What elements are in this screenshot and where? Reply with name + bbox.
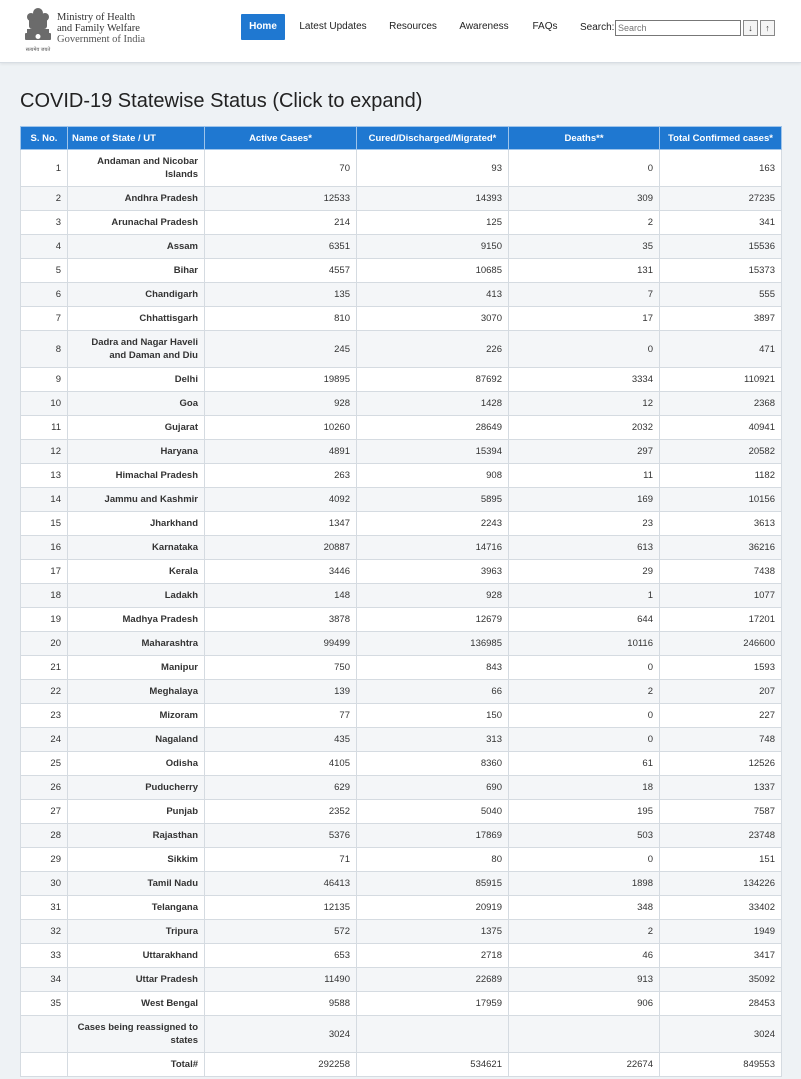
row-state-name: Arunachal Pradesh: [68, 211, 205, 235]
table-row[interactable]: [21, 824, 782, 848]
row-total-confirmed: 471: [660, 331, 782, 368]
row-active-cases: 148: [205, 584, 357, 608]
table-row[interactable]: [21, 944, 782, 968]
row-deaths: 913: [509, 968, 660, 992]
row-sno: 11: [21, 416, 68, 440]
row-total-confirmed: 23748: [660, 824, 782, 848]
row-sno: 19: [21, 608, 68, 632]
table-row[interactable]: [21, 896, 782, 920]
row-active-cases: 9588: [205, 992, 357, 1016]
row-total-confirmed: 3613: [660, 512, 782, 536]
row-deaths: 309: [509, 187, 660, 211]
row-total-confirmed: 40941: [660, 416, 782, 440]
emblem-caption: सत्यमेव जयते: [25, 47, 51, 53]
table-row[interactable]: [21, 680, 782, 704]
row-active-cases: 214: [205, 211, 357, 235]
row-sno: 10: [21, 392, 68, 416]
table-row[interactable]: [21, 464, 782, 488]
table-row[interactable]: [21, 512, 782, 536]
row-state-name: Punjab: [68, 800, 205, 824]
row-state-name: Total#: [68, 1053, 205, 1077]
row-deaths: 297: [509, 440, 660, 464]
row-deaths: 1: [509, 584, 660, 608]
table-row[interactable]: [21, 536, 782, 560]
row-deaths: 46: [509, 944, 660, 968]
row-sno: 7: [21, 307, 68, 331]
row-total-confirmed: 33402: [660, 896, 782, 920]
row-cured: 534621: [357, 1053, 509, 1077]
row-deaths: 906: [509, 992, 660, 1016]
row-state-name: Cases being reassigned to states: [68, 1016, 205, 1053]
row-active-cases: 292258: [205, 1053, 357, 1077]
row-sno: 17: [21, 560, 68, 584]
row-state-name: Himachal Pradesh: [68, 464, 205, 488]
row-state-name: Goa: [68, 392, 205, 416]
row-deaths: 0: [509, 704, 660, 728]
row-active-cases: 71: [205, 848, 357, 872]
row-active-cases: 46413: [205, 872, 357, 896]
row-deaths: 2: [509, 920, 660, 944]
row-cured: 22689: [357, 968, 509, 992]
row-sno: 21: [21, 656, 68, 680]
row-state-name: Gujarat: [68, 416, 205, 440]
row-total-confirmed: 1949: [660, 920, 782, 944]
search-input[interactable]: [615, 20, 741, 36]
row-sno: 14: [21, 488, 68, 512]
row-state-name: Uttar Pradesh: [68, 968, 205, 992]
row-cured: 1375: [357, 920, 509, 944]
row-state-name: Haryana: [68, 440, 205, 464]
row-active-cases: 5376: [205, 824, 357, 848]
row-cured: 12679: [357, 608, 509, 632]
row-cured: 226: [357, 331, 509, 368]
row-state-name: Dadra and Nagar Haveli and Daman and Diu: [68, 331, 205, 368]
row-state-name: Kerala: [68, 560, 205, 584]
row-deaths: 10116: [509, 632, 660, 656]
row-state-name: Andhra Pradesh: [68, 187, 205, 211]
table-row[interactable]: [21, 992, 782, 1016]
row-active-cases: 139: [205, 680, 357, 704]
row-sno: 28: [21, 824, 68, 848]
row-active-cases: 810: [205, 307, 357, 331]
table-row[interactable]: [21, 488, 782, 512]
row-sno: 31: [21, 896, 68, 920]
row-sno: 9: [21, 368, 68, 392]
row-sno: 2: [21, 187, 68, 211]
row-deaths: 0: [509, 848, 660, 872]
table-row[interactable]: [21, 752, 782, 776]
row-cured: 14716: [357, 536, 509, 560]
row-state-name: Sikkim: [68, 848, 205, 872]
row-state-name: Puducherry: [68, 776, 205, 800]
row-cured: 5040: [357, 800, 509, 824]
table-row[interactable]: [21, 584, 782, 608]
table-row[interactable]: [21, 968, 782, 992]
table-body: [21, 150, 782, 1077]
row-sno: 3: [21, 211, 68, 235]
row-sno: 22: [21, 680, 68, 704]
row-active-cases: 12135: [205, 896, 357, 920]
row-deaths: 3334: [509, 368, 660, 392]
row-cured: 2243: [357, 512, 509, 536]
row-cured: 5895: [357, 488, 509, 512]
row-deaths: 503: [509, 824, 660, 848]
row-active-cases: 629: [205, 776, 357, 800]
row-state-name: Meghalaya: [68, 680, 205, 704]
row-cured: 2718: [357, 944, 509, 968]
row-state-name: Andaman and Nicobar Islands: [68, 150, 205, 187]
row-state-name: Telangana: [68, 896, 205, 920]
row-cured: 1428: [357, 392, 509, 416]
row-total-confirmed: 748: [660, 728, 782, 752]
row-sno: 23: [21, 704, 68, 728]
row-total-confirmed: 17201: [660, 608, 782, 632]
row-sno: 18: [21, 584, 68, 608]
row-active-cases: 20887: [205, 536, 357, 560]
table-row[interactable]: [21, 331, 782, 368]
table-row[interactable]: [21, 1016, 782, 1053]
row-sno: 5: [21, 259, 68, 283]
row-sno: 32: [21, 920, 68, 944]
row-total-confirmed: 2368: [660, 392, 782, 416]
row-state-name: Tamil Nadu: [68, 872, 205, 896]
row-sno: 27: [21, 800, 68, 824]
table-row[interactable]: [21, 800, 782, 824]
row-state-name: Madhya Pradesh: [68, 608, 205, 632]
row-cured: 8360: [357, 752, 509, 776]
row-state-name: Jammu and Kashmir: [68, 488, 205, 512]
row-sno: [21, 1016, 68, 1053]
nav-resources[interactable]: Resources: [389, 21, 437, 32]
row-total-confirmed: 134226: [660, 872, 782, 896]
row-total-confirmed: 110921: [660, 368, 782, 392]
row-deaths: 0: [509, 656, 660, 680]
row-deaths: 61: [509, 752, 660, 776]
table-row[interactable]: [21, 560, 782, 584]
row-deaths: 0: [509, 150, 660, 187]
row-state-name: Ladakh: [68, 584, 205, 608]
row-cured: 14393: [357, 187, 509, 211]
row-deaths: 644: [509, 608, 660, 632]
row-total-confirmed: 341: [660, 211, 782, 235]
row-total-confirmed: 1593: [660, 656, 782, 680]
row-cured: 85915: [357, 872, 509, 896]
column-header-active[interactable]: Active Cases*: [205, 127, 357, 150]
row-cured: 136985: [357, 632, 509, 656]
row-sno: 20: [21, 632, 68, 656]
row-active-cases: 77: [205, 704, 357, 728]
sort-down-button[interactable]: ↓: [743, 20, 758, 36]
row-deaths: 35: [509, 235, 660, 259]
nav-latest-updates[interactable]: Latest Updates: [299, 21, 367, 32]
ministry-line-3: Government of India: [57, 34, 146, 45]
row-active-cases: 10260: [205, 416, 357, 440]
row-active-cases: 70: [205, 150, 357, 187]
row-active-cases: 3878: [205, 608, 357, 632]
row-sno: 26: [21, 776, 68, 800]
table-row[interactable]: [21, 608, 782, 632]
column-header-state[interactable]: Name of State / UT: [68, 127, 205, 150]
row-total-confirmed: 15536: [660, 235, 782, 259]
row-cured: 928: [357, 584, 509, 608]
row-active-cases: 99499: [205, 632, 357, 656]
row-sno: 30: [21, 872, 68, 896]
row-deaths: 0: [509, 728, 660, 752]
row-state-name: Mizoram: [68, 704, 205, 728]
row-sno: 25: [21, 752, 68, 776]
row-sno: 35: [21, 992, 68, 1016]
national-emblem-logo[interactable]: [20, 5, 56, 53]
row-state-name: Chhattisgarh: [68, 307, 205, 331]
row-state-name: Delhi: [68, 368, 205, 392]
row-total-confirmed: 3897: [660, 307, 782, 331]
row-deaths: 7: [509, 283, 660, 307]
table-row[interactable]: [21, 728, 782, 752]
table-row[interactable]: [21, 656, 782, 680]
row-total-confirmed: 36216: [660, 536, 782, 560]
row-total-confirmed: 849553: [660, 1053, 782, 1077]
row-state-name: Rajasthan: [68, 824, 205, 848]
row-deaths: 29: [509, 560, 660, 584]
row-cured: 10685: [357, 259, 509, 283]
row-active-cases: 4092: [205, 488, 357, 512]
table-row[interactable]: [21, 776, 782, 800]
statewise-status-table: [20, 126, 782, 1077]
row-cured: 20919: [357, 896, 509, 920]
row-total-confirmed: 555: [660, 283, 782, 307]
row-deaths: 613: [509, 536, 660, 560]
table-row[interactable]: [21, 368, 782, 392]
row-total-confirmed: 151: [660, 848, 782, 872]
sort-up-button[interactable]: ↑: [760, 20, 775, 36]
row-total-confirmed: 28453: [660, 992, 782, 1016]
row-active-cases: 135: [205, 283, 357, 307]
row-deaths: 1898: [509, 872, 660, 896]
table-row[interactable]: [21, 1053, 782, 1077]
row-cured: 17959: [357, 992, 509, 1016]
row-active-cases: 6351: [205, 235, 357, 259]
row-cured: 690: [357, 776, 509, 800]
table-row[interactable]: [21, 872, 782, 896]
row-cured: 3070: [357, 307, 509, 331]
row-deaths: 2: [509, 211, 660, 235]
column-header-total[interactable]: Total Confirmed cases*: [660, 127, 782, 150]
row-deaths: 348: [509, 896, 660, 920]
row-state-name: Maharashtra: [68, 632, 205, 656]
row-active-cases: 4557: [205, 259, 357, 283]
table-row[interactable]: [21, 150, 782, 187]
row-total-confirmed: 7587: [660, 800, 782, 824]
row-sno: 29: [21, 848, 68, 872]
row-total-confirmed: 7438: [660, 560, 782, 584]
row-active-cases: 750: [205, 656, 357, 680]
row-active-cases: 435: [205, 728, 357, 752]
table-row[interactable]: [21, 848, 782, 872]
row-cured: 413: [357, 283, 509, 307]
row-state-name: Chandigarh: [68, 283, 205, 307]
row-cured: 313: [357, 728, 509, 752]
row-total-confirmed: 1182: [660, 464, 782, 488]
row-state-name: Odisha: [68, 752, 205, 776]
row-cured: 80: [357, 848, 509, 872]
table-row[interactable]: [21, 235, 782, 259]
row-active-cases: 19895: [205, 368, 357, 392]
row-sno: [21, 1053, 68, 1077]
nav-home[interactable]: Home: [241, 14, 285, 40]
table-row[interactable]: [21, 283, 782, 307]
row-sno: 12: [21, 440, 68, 464]
row-active-cases: 572: [205, 920, 357, 944]
table-row[interactable]: [21, 392, 782, 416]
table-row[interactable]: [21, 211, 782, 235]
row-active-cases: 1347: [205, 512, 357, 536]
row-active-cases: 11490: [205, 968, 357, 992]
row-cured: 17869: [357, 824, 509, 848]
row-state-name: Manipur: [68, 656, 205, 680]
row-total-confirmed: 10156: [660, 488, 782, 512]
row-cured: 843: [357, 656, 509, 680]
row-sno: 1: [21, 150, 68, 187]
row-active-cases: 263: [205, 464, 357, 488]
search-label: Search:: [580, 22, 615, 33]
row-total-confirmed: 15373: [660, 259, 782, 283]
row-deaths: 2: [509, 680, 660, 704]
row-deaths: [509, 1016, 660, 1053]
table-row[interactable]: [21, 632, 782, 656]
row-cured: 125: [357, 211, 509, 235]
row-active-cases: 12533: [205, 187, 357, 211]
table-row[interactable]: [21, 187, 782, 211]
row-active-cases: 928: [205, 392, 357, 416]
ministry-name[interactable]: [57, 12, 145, 45]
column-header-cured[interactable]: Cured/Discharged/Migrated*: [357, 127, 509, 150]
row-state-name: West Bengal: [68, 992, 205, 1016]
row-sno: 33: [21, 944, 68, 968]
row-sno: 34: [21, 968, 68, 992]
table-row[interactable]: [21, 259, 782, 283]
row-deaths: 0: [509, 331, 660, 368]
row-cured: 87692: [357, 368, 509, 392]
row-cured: 15394: [357, 440, 509, 464]
row-active-cases: 2352: [205, 800, 357, 824]
row-cured: 9150: [357, 235, 509, 259]
row-total-confirmed: 227: [660, 704, 782, 728]
row-deaths: 169: [509, 488, 660, 512]
column-header-deaths[interactable]: Deaths**: [509, 127, 660, 150]
row-total-confirmed: 3024: [660, 1016, 782, 1053]
row-cured: 93: [357, 150, 509, 187]
row-cured: 150: [357, 704, 509, 728]
ministry-line-1: Ministry of Health: [57, 12, 136, 23]
row-total-confirmed: 35092: [660, 968, 782, 992]
table-row[interactable]: [21, 440, 782, 464]
site-header: [0, 0, 801, 63]
row-state-name: Assam: [68, 235, 205, 259]
row-state-name: Uttarakhand: [68, 944, 205, 968]
row-active-cases: 245: [205, 331, 357, 368]
table-header-row: [21, 127, 782, 150]
row-cured: 66: [357, 680, 509, 704]
row-deaths: 18: [509, 776, 660, 800]
row-state-name: Bihar: [68, 259, 205, 283]
row-state-name: Nagaland: [68, 728, 205, 752]
row-total-confirmed: 3417: [660, 944, 782, 968]
row-sno: 13: [21, 464, 68, 488]
ministry-line-2: and Family Welfare: [57, 23, 140, 34]
row-cured: 908: [357, 464, 509, 488]
page-title[interactable]: COVID-19 Statewise Status (Click to expand): [20, 90, 423, 112]
row-cured: 3963: [357, 560, 509, 584]
row-deaths: 11: [509, 464, 660, 488]
nav-faqs[interactable]: FAQs: [532, 21, 558, 32]
row-sno: 24: [21, 728, 68, 752]
table-row[interactable]: [21, 416, 782, 440]
row-deaths: 195: [509, 800, 660, 824]
row-active-cases: 3024: [205, 1016, 357, 1053]
row-state-name: Tripura: [68, 920, 205, 944]
row-active-cases: 3446: [205, 560, 357, 584]
row-active-cases: 4105: [205, 752, 357, 776]
row-deaths: 22674: [509, 1053, 660, 1077]
row-sno: 4: [21, 235, 68, 259]
row-deaths: 17: [509, 307, 660, 331]
row-sno: 8: [21, 331, 68, 368]
table-row[interactable]: [21, 704, 782, 728]
row-total-confirmed: 163: [660, 150, 782, 187]
row-active-cases: 4891: [205, 440, 357, 464]
row-total-confirmed: 246600: [660, 632, 782, 656]
row-total-confirmed: 27235: [660, 187, 782, 211]
table-row[interactable]: [21, 920, 782, 944]
nav-awareness[interactable]: Awareness: [459, 21, 509, 32]
row-active-cases: 653: [205, 944, 357, 968]
row-total-confirmed: 1337: [660, 776, 782, 800]
row-cured: 28649: [357, 416, 509, 440]
row-deaths: 12: [509, 392, 660, 416]
row-state-name: Jharkhand: [68, 512, 205, 536]
row-deaths: 2032: [509, 416, 660, 440]
row-state-name: Karnataka: [68, 536, 205, 560]
row-cured: [357, 1016, 509, 1053]
row-total-confirmed: 207: [660, 680, 782, 704]
row-sno: 15: [21, 512, 68, 536]
row-sno: 6: [21, 283, 68, 307]
row-total-confirmed: 12526: [660, 752, 782, 776]
column-header-sno[interactable]: S. No.: [21, 127, 68, 150]
row-deaths: 131: [509, 259, 660, 283]
row-total-confirmed: 1077: [660, 584, 782, 608]
table-row[interactable]: [21, 307, 782, 331]
row-sno: 16: [21, 536, 68, 560]
row-deaths: 23: [509, 512, 660, 536]
row-total-confirmed: 20582: [660, 440, 782, 464]
